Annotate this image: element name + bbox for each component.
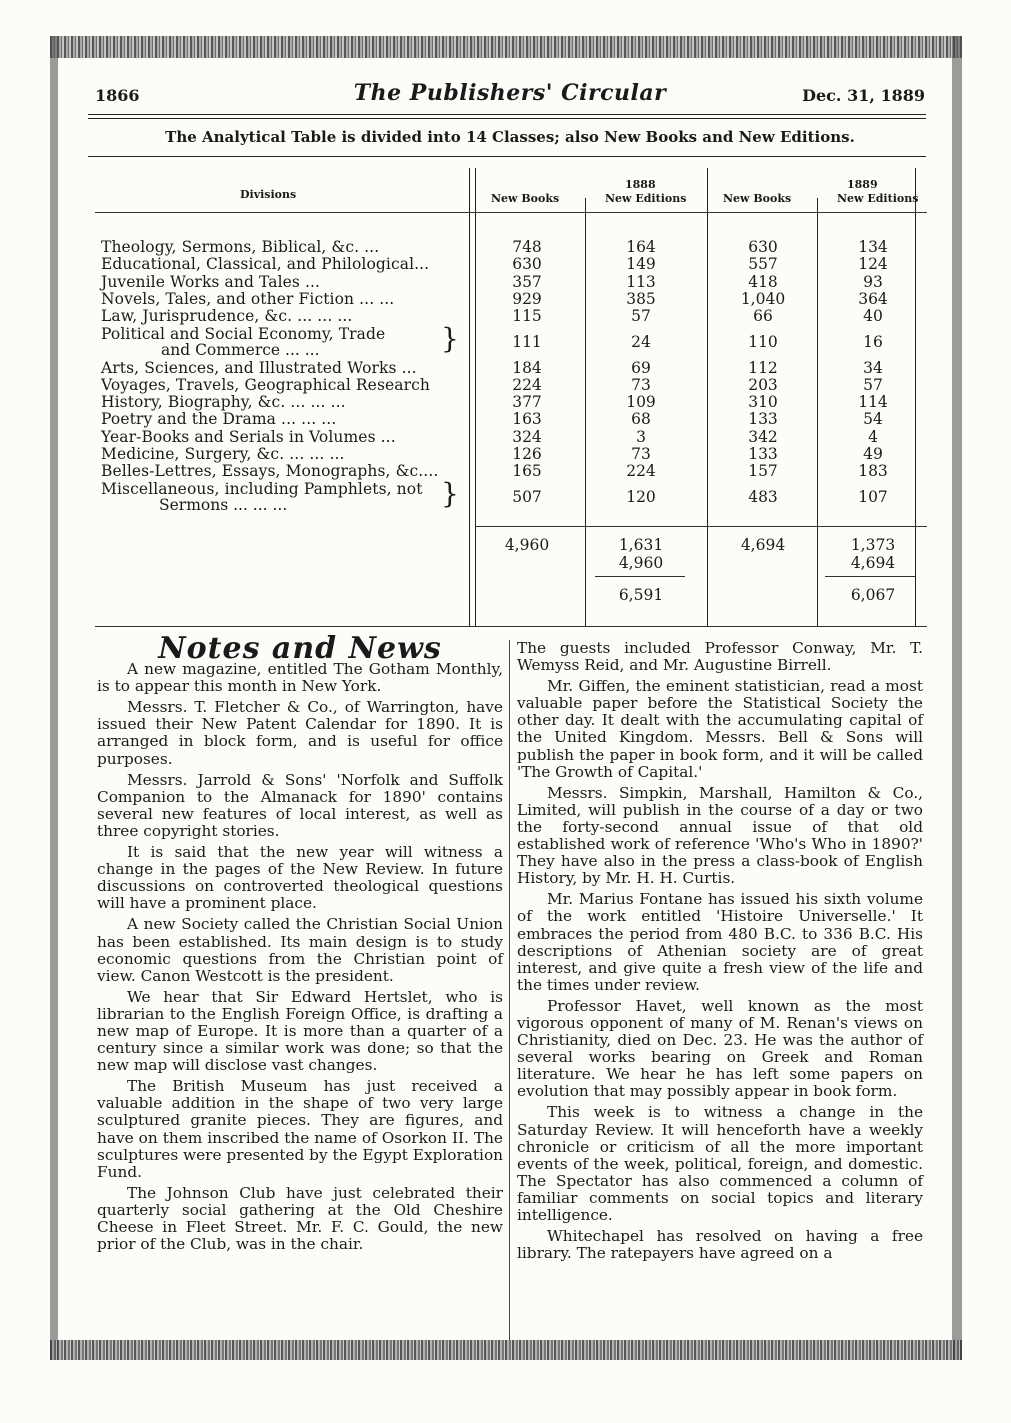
right-paragraphs: [517, 678, 923, 1262]
table-row: [95, 273, 927, 290]
table-row: [95, 462, 927, 479]
total-new-editions-1889: 1,373: [850, 536, 896, 554]
cell-value: 224: [512, 375, 542, 394]
cell-value: 133: [748, 410, 778, 429]
header-rule: [95, 212, 927, 213]
division-label: Belles-Lettres, Essays, Monographs, &c....: [101, 462, 439, 481]
cell-value: 203: [748, 375, 778, 394]
cell-value: 73: [631, 445, 651, 463]
cell-value: 557: [748, 255, 778, 274]
cell-value: 3: [636, 427, 646, 446]
table-bottom-rule: [95, 626, 927, 627]
news-paragraph: A new magazine, entitled The Gotham Monthly, is to appear this month in New York.: [97, 660, 503, 696]
news-paragraph: Mr. Giffen, the eminent statistician, read a most valuable paper before the Statistical Society the other day. It dealt with the accumulating capital of the United Kingdom. Messrs. Bell & Sons will publish the paper in book form, and it will be called 'The Growth of Capital.': [517, 677, 923, 781]
brace-mark: }: [441, 321, 459, 355]
cell-value: 34: [863, 358, 883, 377]
cell-value: 124: [858, 255, 888, 274]
cell-value: 57: [631, 307, 651, 326]
cell-value: 40: [863, 307, 883, 326]
division-label-continued: Sermons ... ... ...: [159, 495, 288, 514]
division-label: Juvenile Works and Tales ...: [101, 272, 321, 291]
cell-value: 115: [512, 307, 542, 326]
table-row: [95, 359, 927, 376]
col-new-editions-1888: New Editions: [605, 192, 687, 205]
analytical-table: [95, 168, 927, 628]
table-row: [95, 410, 927, 427]
news-paragraph: Mr. Marius Fontane has issued his sixth volume of the work entitled 'Histoire Universelle.' It embraces the period from 480 B.C. to 336 B.C. His descriptions of Athenian society are of great interest, and give quite a fresh view of the life and the times under review.: [517, 890, 923, 994]
division-label: Arts, Sciences, and Illustrated Works ...: [101, 358, 417, 377]
cell-value: 342: [748, 427, 778, 446]
cell-value: 120: [626, 487, 656, 506]
col-new-books-1889: New Books: [723, 192, 792, 205]
news-paragraph: Messrs. Simpkin, Marshall, Hamilton & Co., Limited, will publish in the course of a day or two the forty-second annual issue of that old established work of reference 'Who's Who in 1890?' They have also in the press a class-book of English History, by Mr. H. H. Curtis.: [517, 783, 923, 888]
division-label: Educational, Classical, and Philological...: [101, 255, 430, 274]
table-row: [95, 321, 927, 359]
cell-value: 224: [626, 462, 656, 481]
sum-rule-1888: [595, 576, 685, 577]
cell-value: 385: [626, 289, 656, 308]
notes-and-news: [95, 631, 937, 1340]
journal-title: The Publishers' Circular: [353, 80, 667, 106]
cell-value: 157: [748, 462, 778, 481]
division-label: Novels, Tales, and other Fiction ... ...: [101, 289, 395, 308]
cell-value: 310: [748, 393, 778, 412]
table-row: [95, 307, 927, 324]
column-divider: [509, 640, 510, 1340]
cell-value: 126: [512, 445, 542, 463]
table-row: [95, 290, 927, 307]
division-label: Voyages, Travels, Geographical Research: [101, 375, 430, 394]
news-paragraph: Messrs. Jarrold & Sons' 'Norfolk and Suffolk Companion to the Almanack for 1890' contains several new features of local interest, as well as three copyright stories.: [97, 770, 503, 840]
page-number: 1866: [95, 86, 140, 105]
cell-value: 107: [858, 487, 888, 506]
col-new-editions-1889: New Editions: [837, 192, 919, 205]
table-row: [95, 238, 927, 255]
added-new-books-1888: 4,960: [618, 554, 664, 572]
division-label-continued: and Commerce ... ...: [161, 340, 320, 359]
year-1888: 1888: [625, 178, 656, 191]
col-new-books-1888: New Books: [491, 192, 560, 205]
cell-value: 324: [512, 427, 542, 446]
left-column: [97, 631, 504, 1254]
header-rule-2: [88, 118, 926, 119]
year-1889: 1889: [847, 178, 878, 191]
scan-border-left: [50, 36, 58, 1360]
section-title: Notes and News: [158, 631, 442, 666]
total-new-editions-1888: 1,631: [618, 536, 664, 554]
scan-border-right: [952, 36, 962, 1360]
analytic-note: The Analytical Table is divided into 14 Classes; also New Books and New Editions.: [165, 128, 855, 146]
table-row: [95, 376, 927, 393]
cell-value: 1,040: [740, 289, 786, 308]
division-label: History, Biography, &c. ... ... ...: [101, 393, 346, 412]
sum-rule-1889: [825, 576, 915, 577]
cell-value: 507: [512, 487, 542, 506]
cell-value: 184: [512, 358, 542, 377]
cell-value: 357: [512, 272, 542, 291]
cell-value: 110: [748, 332, 778, 351]
news-paragraph: It is said that the new year will witness a change in the pages of the New Review. In future discussions on controverted theological questions will have a prominent place.: [97, 843, 503, 913]
brace-mark: }: [441, 476, 459, 510]
division-label: Political and Social Economy, Trade: [101, 324, 386, 343]
left-paragraphs: [97, 661, 503, 1253]
news-paragraph: The Johnson Club have just celebrated their quarterly social gathering at the Old Cheshire Cheese in Fleet Street. Mr. F. C. Gould, the new prior of the Club, was in the chair.: [97, 1183, 503, 1254]
issue-date: Dec. 31, 1889: [802, 86, 925, 105]
cell-value: 49: [863, 445, 883, 463]
cell-value: 630: [748, 238, 778, 256]
division-label: Theology, Sermons, Biblical, &c. ...: [101, 238, 380, 256]
cell-value: 57: [863, 375, 883, 394]
cell-value: 164: [626, 238, 656, 256]
cell-value: 109: [626, 393, 656, 412]
table-row: [95, 445, 927, 462]
cell-value: 630: [512, 255, 542, 274]
cell-value: 183: [858, 462, 888, 481]
cell-value: 69: [631, 358, 651, 377]
division-label: Medicine, Surgery, &c. ... ... ...: [101, 445, 345, 463]
cell-value: 163: [512, 410, 542, 429]
cell-value: 66: [753, 307, 773, 326]
cell-value: 24: [631, 332, 651, 351]
total-new-books-1888: 4,960: [504, 536, 550, 554]
cell-value: 16: [863, 332, 883, 351]
table-row: [95, 393, 927, 410]
cell-value: 149: [626, 255, 656, 274]
divisions-header: Divisions: [240, 188, 297, 201]
scan-border-bottom: [50, 1340, 962, 1360]
grand-total-1888: 6,591: [618, 586, 664, 604]
totals-rule: [475, 526, 927, 527]
table-row: [95, 476, 927, 514]
scan-border-top: [50, 36, 962, 58]
total-new-books-1889: 4,694: [740, 536, 786, 554]
cell-value: 418: [748, 272, 778, 291]
cell-value: 111: [512, 332, 542, 351]
cell-value: 929: [512, 289, 542, 308]
cell-value: 93: [863, 272, 883, 291]
cell-value: 114: [858, 393, 888, 412]
cell-value: 364: [858, 289, 888, 308]
news-paragraph: Professor Havet, well known as the most vigorous opponent of many of M. Renan's views on Christianity, died on Dec. 23. He was the author of several works bearing on Greek and Roman literature. We hear he has left some papers on evolution that may possibly appear in book form.: [517, 996, 923, 1101]
cell-value: 134: [858, 238, 888, 256]
header-rule: [88, 114, 926, 115]
cell-value: 748: [512, 238, 542, 256]
news-paragraph: A new Society called the Christian Social Union has been established. Its main design is to study economic questions from the Christian point of view. Canon Westcott is the president.: [97, 915, 503, 985]
table-top-rule: [88, 156, 926, 157]
division-label: Poetry and the Drama ... ... ...: [101, 410, 337, 429]
cell-value: 113: [626, 272, 656, 291]
cell-value: 483: [748, 487, 778, 506]
news-paragraph: Whitechapel has resolved on having a free library. The ratepayers have agreed on a: [517, 1227, 923, 1263]
cell-value: 112: [748, 358, 778, 377]
cell-value: 54: [863, 410, 883, 429]
division-label: Year-Books and Serials in Volumes ...: [101, 427, 396, 446]
cell-value: 133: [748, 445, 778, 463]
table-row: [95, 255, 927, 272]
table-row: [95, 428, 927, 445]
news-paragraph: This week is to witness a change in the Saturday Review. It will henceforth have a weekly chronicle or criticism of all the more important events of the week, political, foreign, and domestic. The Spectator has also commenced a column of familiar comments on social topics and literary intelligence.: [517, 1103, 923, 1224]
news-paragraph: We hear that Sir Edward Hertslet, who is librarian to the English Foreign Office, is drafting a new map of Europe. It is more than a quarter of a century since a similar work was done; so that the new map will disclose vast changes.: [97, 987, 503, 1075]
cell-value: 165: [512, 462, 542, 481]
cell-value: 4: [868, 427, 878, 446]
division-label: Law, Jurisprudence, &c. ... ... ...: [101, 307, 353, 326]
grand-total-1889: 6,067: [850, 586, 896, 604]
cell-value: 68: [631, 410, 651, 429]
continued-paragraph: The guests included Professor Conway, Mr. T. Wemyss Reid, and Mr. Augustine Birrell.: [517, 639, 923, 675]
news-paragraph: Messrs. T. Fletcher & Co., of Warrington, have issued their New Patent Calendar for 1890. It is arranged in block form, and is useful for office purposes.: [97, 698, 503, 768]
right-column: [517, 640, 923, 1262]
cell-value: 377: [512, 393, 542, 412]
news-paragraph: The British Museum has just received a valuable addition in the shape of two very large sculptured granite pieces. They are figures, and have on them inscribed the name of Osorkon II. The sculptures were presented by the Egypt Exploration Fund.: [97, 1077, 504, 1181]
division-label: Miscellaneous, including Pamphlets, not: [101, 479, 423, 498]
added-new-books-1889: 4,694: [850, 554, 896, 572]
running-header: [95, 80, 925, 110]
cell-value: 73: [631, 375, 651, 394]
